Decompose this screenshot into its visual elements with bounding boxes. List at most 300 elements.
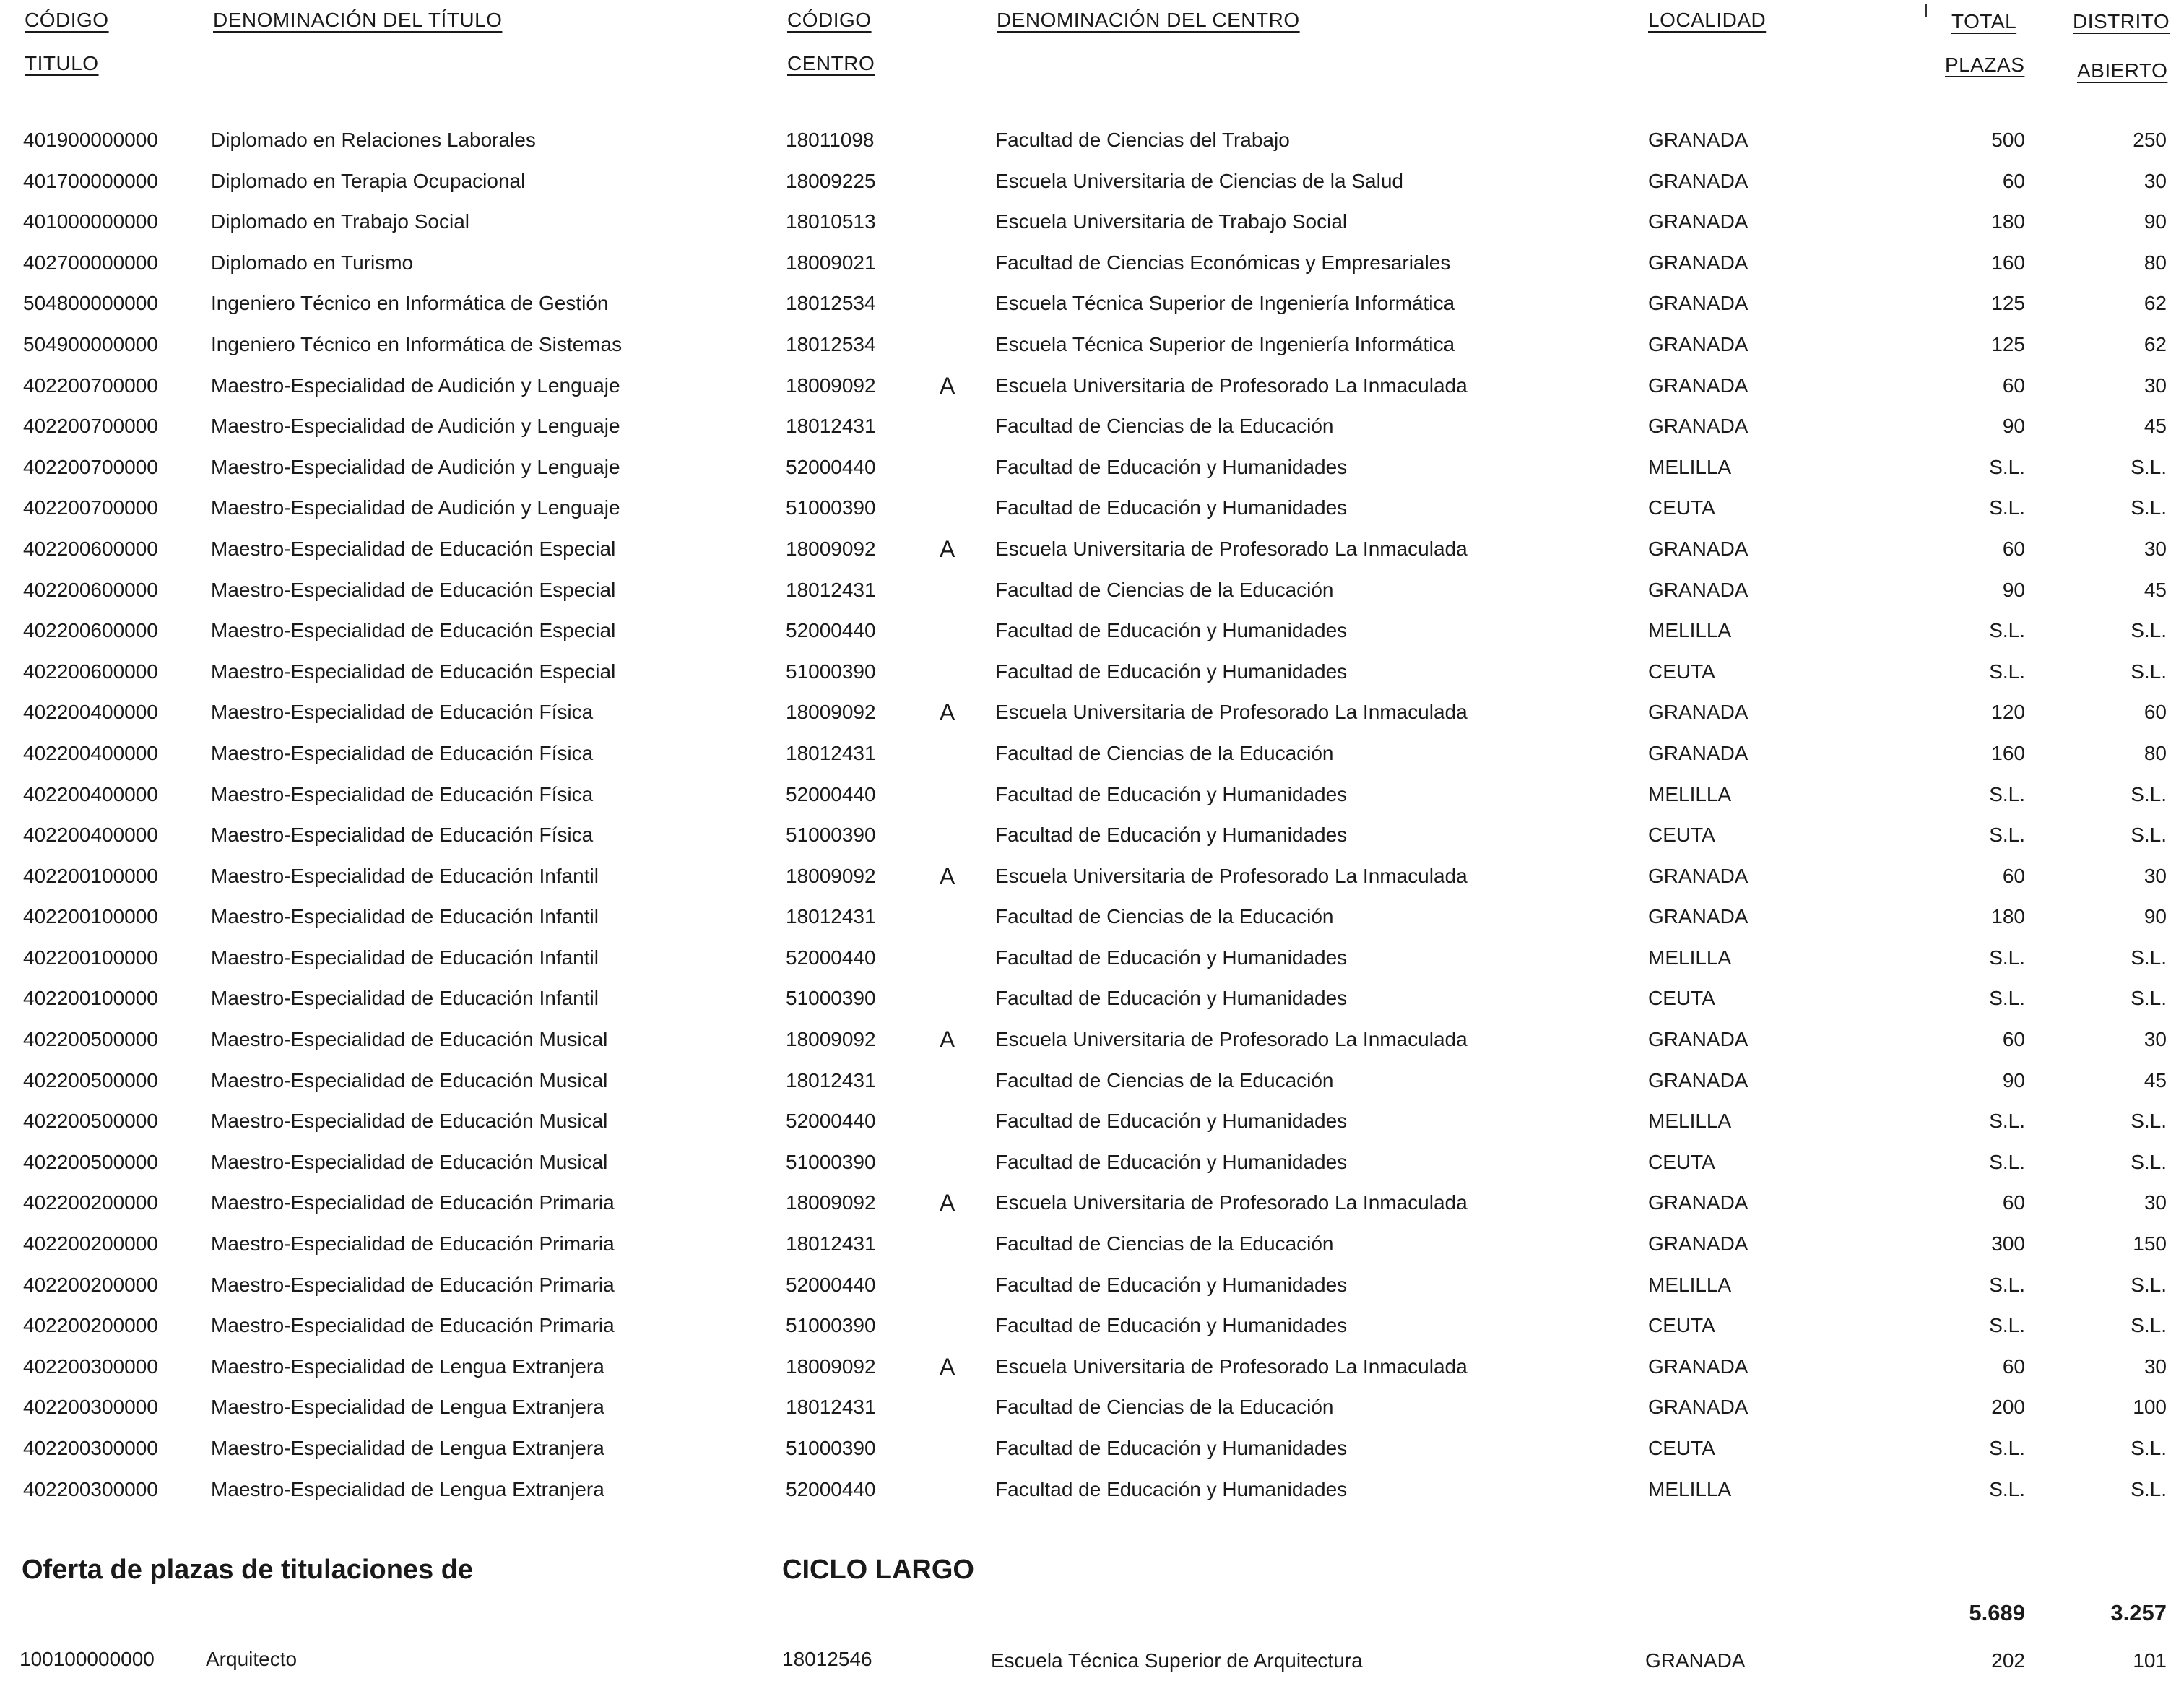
cell-localidad: MELILLA [1648, 1110, 1732, 1133]
cell-codigo-titulo: 402200300000 [23, 1396, 158, 1419]
cell-total-plazas: 90 [2002, 415, 2025, 438]
cell-total-plazas: S.L. [1989, 824, 2025, 847]
cell-distrito-abierto: S.L. [2131, 496, 2167, 519]
cell-mark: A [940, 1353, 956, 1380]
cell-codigo-titulo: 402200300000 [23, 1437, 158, 1459]
cell-codigo-centro: 51000390 [786, 1314, 876, 1337]
table-row [0, 937, 2184, 978]
cell-distrito-abierto: 60 [2144, 701, 2167, 724]
cell-codigo-titulo: 402200500000 [23, 1110, 158, 1133]
table-row [0, 896, 2184, 937]
cell-localidad: CEUTA [1648, 496, 1715, 519]
header-codigo-titulo-line2: TITULO [25, 52, 99, 74]
cell-denominacion-centro: Escuela Técnica Superior de Arquitectura [991, 1649, 1363, 1672]
cell-denominacion-titulo: Maestro-Especialidad de Lengua Extranjera [211, 1354, 604, 1378]
cell-distrito-abierto: S.L. [2131, 987, 2167, 1010]
cell-total-plazas: 90 [2002, 578, 2025, 601]
cell-distrito-abierto: 90 [2144, 905, 2167, 928]
table-row [0, 1060, 2184, 1101]
cell-codigo-titulo: 100100000000 [20, 1648, 155, 1670]
cell-total-plazas: 180 [1991, 210, 2025, 233]
cell-localidad: GRANADA [1648, 332, 1748, 355]
cell-codigo-titulo: 402200200000 [23, 1273, 158, 1296]
cell-codigo-centro: 52000440 [786, 1273, 876, 1296]
cell-codigo-titulo: 402200600000 [23, 619, 158, 642]
cell-localidad: GRANADA [1648, 1028, 1748, 1051]
cell-total-plazas: 60 [2002, 373, 2025, 397]
cell-codigo-centro: 52000440 [786, 1477, 876, 1500]
header-codigo-centro-line2: CENTRO [787, 52, 875, 74]
cell-mark: A [940, 1027, 956, 1053]
cell-localidad: MELILLA [1648, 782, 1732, 805]
cell-codigo-titulo: 402200300000 [23, 1477, 158, 1500]
table-row [0, 282, 2184, 324]
cell-denominacion-centro: Escuela Universitaria de Profesorado La Inmaculada [995, 701, 1468, 724]
header-codigo-titulo-line1: CÓDIGO [25, 9, 109, 31]
cell-denominacion-titulo: Maestro-Especialidad de Educación Física [211, 741, 594, 764]
table-row [0, 1182, 2184, 1223]
cell-codigo-centro: 18012431 [786, 905, 876, 928]
table-row [0, 1427, 2184, 1469]
cell-denominacion-centro: Facultad de Ciencias de la Educación [995, 578, 1334, 601]
cell-localidad: MELILLA [1648, 619, 1732, 642]
cell-localidad: CEUTA [1648, 1437, 1715, 1459]
cell-denominacion-centro: Facultad de Ciencias de la Educación [995, 905, 1334, 928]
cell-denominacion-titulo: Maestro-Especialidad de Educación Musical [211, 1110, 608, 1133]
cell-distrito-abierto: 30 [2144, 1354, 2167, 1378]
cell-denominacion-titulo: Maestro-Especialidad de Educación Infantil [211, 864, 599, 887]
cell-denominacion-centro: Facultad de Ciencias de la Educación [995, 1232, 1334, 1256]
cell-distrito-abierto: S.L. [2131, 946, 2167, 969]
table-row [0, 977, 2184, 1019]
cell-codigo-titulo: 402200100000 [23, 905, 158, 928]
cell-total-plazas: 60 [2002, 537, 2025, 560]
cell-total-plazas: 202 [1991, 1649, 2025, 1672]
cell-codigo-titulo: 504800000000 [23, 292, 158, 315]
cell-denominacion-titulo: Maestro-Especialidad de Audición y Lenguaje [211, 373, 620, 397]
cell-codigo-centro: 18009021 [786, 251, 876, 274]
cell-codigo-titulo: 402200100000 [23, 946, 158, 969]
cell-denominacion-titulo: Arquitecto [206, 1648, 298, 1670]
cell-localidad: GRANADA [1648, 1191, 1748, 1214]
total-distrito-sum: 3.257 [2110, 1600, 2167, 1625]
cell-codigo-centro: 52000440 [786, 619, 876, 642]
table-row [0, 814, 2184, 855]
table-row [0, 487, 2184, 528]
cell-distrito-abierto: 30 [2144, 1191, 2167, 1214]
cell-codigo-centro: 18012431 [786, 1396, 876, 1419]
table-row [0, 1223, 2184, 1264]
cell-codigo-titulo: 402200300000 [23, 1354, 158, 1378]
cell-codigo-centro: 18012534 [786, 292, 876, 315]
cell-total-plazas: S.L. [1989, 946, 2025, 969]
cell-denominacion-centro: Facultad de Educación y Humanidades [995, 496, 1348, 519]
cell-codigo-centro: 51000390 [786, 660, 876, 683]
cell-total-plazas: S.L. [1989, 1273, 2025, 1296]
cell-denominacion-titulo: Maestro-Especialidad de Audición y Lenguaje [211, 455, 620, 478]
cell-denominacion-centro: Facultad de Educación y Humanidades [995, 987, 1348, 1010]
cell-distrito-abierto: 45 [2144, 578, 2167, 601]
cell-localidad: GRANADA [1648, 1232, 1748, 1256]
table-body [0, 119, 2184, 1509]
cell-localidad: GRANADA [1648, 251, 1748, 274]
cell-total-plazas: 60 [2002, 1354, 2025, 1378]
cell-codigo-titulo: 402200400000 [23, 701, 158, 724]
cell-localidad: GRANADA [1648, 578, 1748, 601]
header-denominacion-centro: DENOMINACIÓN DEL CENTRO [997, 9, 1300, 31]
cell-distrito-abierto: S.L. [2131, 619, 2167, 642]
cell-denominacion-titulo: Maestro-Especialidad de Educación Musical [211, 1150, 608, 1173]
cell-mark: A [940, 1190, 956, 1217]
cell-localidad: CEUTA [1648, 1150, 1715, 1173]
cell-codigo-centro: 18010513 [786, 210, 876, 233]
cell-distrito-abierto: S.L. [2131, 824, 2167, 847]
table-row [0, 691, 2184, 733]
header-distrito-line2: ABIERTO [2077, 59, 2168, 82]
cell-mark: A [940, 535, 956, 562]
cell-denominacion-centro: Facultad de Educación y Humanidades [995, 1273, 1348, 1296]
cell-denominacion-centro: Facultad de Educación y Humanidades [995, 1314, 1348, 1337]
table-row [0, 119, 2184, 160]
cell-denominacion-titulo: Maestro-Especialidad de Educación Primaria [211, 1273, 615, 1296]
cell-denominacion-titulo: Maestro-Especialidad de Educación Física [211, 824, 594, 847]
cell-localidad: GRANADA [1648, 169, 1748, 192]
table-row [0, 201, 2184, 242]
cell-codigo-centro: 18009092 [786, 373, 876, 397]
cell-denominacion-titulo: Maestro-Especialidad de Educación Primaria [211, 1191, 615, 1214]
cell-denominacion-centro: Escuela Universitaria de Profesorado La Inmaculada [995, 1354, 1468, 1378]
cell-total-plazas: 500 [1991, 129, 2025, 151]
cell-distrito-abierto: 150 [2133, 1232, 2167, 1256]
cell-denominacion-centro: Facultad de Ciencias de la Educación [995, 415, 1334, 438]
cell-denominacion-centro: Facultad de Educación y Humanidades [995, 1437, 1348, 1459]
cell-distrito-abierto: 62 [2144, 332, 2167, 355]
cell-codigo-titulo: 402200200000 [23, 1191, 158, 1214]
cell-codigo-centro: 18012431 [786, 1232, 876, 1256]
table-row [0, 528, 2184, 569]
cell-codigo-titulo: 402200500000 [23, 1068, 158, 1092]
cell-total-plazas: S.L. [1989, 1314, 2025, 1337]
cell-codigo-titulo: 402200200000 [23, 1232, 158, 1256]
table-row [0, 651, 2184, 692]
cell-distrito-abierto: S.L. [2131, 1437, 2167, 1459]
section-title-right: CICLO LARGO [782, 1555, 974, 1585]
cell-denominacion-centro: Facultad de Ciencias del Trabajo [995, 129, 1290, 151]
cell-codigo-titulo: 402200400000 [23, 741, 158, 764]
section-title-left: Oferta de plazas de titulaciones de [22, 1555, 474, 1585]
header-distrito-line1: DISTRITO [2073, 10, 2170, 33]
cell-denominacion-titulo: Diplomado en Trabajo Social [211, 210, 469, 233]
cell-distrito-abierto: 101 [2133, 1649, 2167, 1672]
cell-codigo-titulo: 401700000000 [23, 169, 158, 192]
cell-codigo-centro: 52000440 [786, 782, 876, 805]
cell-distrito-abierto: 30 [2144, 537, 2167, 560]
cell-denominacion-centro: Facultad de Ciencias de la Educación [995, 1396, 1334, 1419]
cell-localidad: CEUTA [1648, 660, 1715, 683]
cell-denominacion-centro: Facultad de Educación y Humanidades [995, 455, 1348, 478]
cell-total-plazas: S.L. [1989, 1437, 2025, 1459]
table-row [0, 1346, 2184, 1387]
cell-codigo-centro: 18009092 [786, 1028, 876, 1051]
cell-localidad: CEUTA [1648, 987, 1715, 1010]
cell-codigo-centro: 52000440 [786, 1110, 876, 1133]
cell-denominacion-titulo: Maestro-Especialidad de Educación Infantil [211, 905, 599, 928]
cell-localidad: GRANADA [1648, 905, 1748, 928]
cell-codigo-centro: 18012431 [786, 741, 876, 764]
cell-total-plazas: 125 [1991, 332, 2025, 355]
cell-localidad: MELILLA [1648, 1477, 1732, 1500]
cell-localidad: CEUTA [1648, 824, 1715, 847]
cell-codigo-centro: 18012431 [786, 1068, 876, 1092]
cell-denominacion-titulo: Maestro-Especialidad de Educación Física [211, 782, 594, 805]
cell-codigo-centro: 52000440 [786, 455, 876, 478]
cell-distrito-abierto: 62 [2144, 292, 2167, 315]
cell-denominacion-centro: Escuela Universitaria de Profesorado La Inmaculada [995, 1191, 1468, 1214]
table-row-ciclo-largo [0, 1638, 2184, 1679]
cell-total-plazas: 120 [1991, 701, 2025, 724]
cell-denominacion-titulo: Ingeniero Técnico en Informática de Gestión [211, 292, 609, 315]
cell-codigo-centro: 51000390 [786, 496, 876, 519]
cell-distrito-abierto: S.L. [2131, 1477, 2167, 1500]
cell-codigo-centro: 18009092 [786, 537, 876, 560]
cell-denominacion-centro: Facultad de Educación y Humanidades [995, 660, 1348, 683]
cell-codigo-titulo: 402200500000 [23, 1150, 158, 1173]
table-row [0, 733, 2184, 774]
total-plazas-sum: 5.689 [1969, 1600, 2025, 1625]
cell-denominacion-centro: Escuela Universitaria de Profesorado La Inmaculada [995, 1028, 1468, 1051]
cell-denominacion-titulo: Diplomado en Turismo [211, 251, 414, 274]
cell-denominacion-centro: Facultad de Educación y Humanidades [995, 1110, 1348, 1133]
cell-denominacion-titulo: Maestro-Especialidad de Educación Especial [211, 619, 616, 642]
cell-codigo-centro: 51000390 [786, 987, 876, 1010]
cell-denominacion-titulo: Maestro-Especialidad de Lengua Extranjera [211, 1437, 604, 1459]
cell-denominacion-titulo: Maestro-Especialidad de Educación Primaria [211, 1314, 615, 1337]
cell-denominacion-centro: Facultad de Educación y Humanidades [995, 1477, 1348, 1500]
table-row [0, 1386, 2184, 1427]
cell-denominacion-titulo: Maestro-Especialidad de Educación Especial [211, 537, 616, 560]
table-row [0, 1305, 2184, 1346]
cell-distrito-abierto: S.L. [2131, 782, 2167, 805]
cell-localidad: GRANADA [1648, 537, 1748, 560]
cell-mark: A [940, 699, 956, 726]
cell-total-plazas: 200 [1991, 1396, 2025, 1419]
cell-denominacion-titulo: Maestro-Especialidad de Educación Musical [211, 1028, 608, 1051]
cell-denominacion-titulo: Maestro-Especialidad de Educación Especial [211, 660, 616, 683]
cell-codigo-centro: 18009092 [786, 1191, 876, 1214]
cell-codigo-centro: 18009225 [786, 169, 876, 192]
cell-denominacion-centro: Facultad de Ciencias de la Educación [995, 1068, 1334, 1092]
cell-denominacion-titulo: Diplomado en Terapia Ocupacional [211, 169, 526, 192]
cell-localidad: GRANADA [1648, 210, 1748, 233]
cell-denominacion-titulo: Maestro-Especialidad de Educación Primaria [211, 1232, 615, 1256]
header-denominacion-titulo: DENOMINACIÓN DEL TÍTULO [213, 9, 503, 31]
cell-localidad: GRANADA [1648, 1068, 1748, 1092]
cell-total-plazas: 300 [1991, 1232, 2025, 1256]
cell-localidad: GRANADA [1648, 415, 1748, 438]
cell-distrito-abierto: 100 [2133, 1396, 2167, 1419]
cell-distrito-abierto: 80 [2144, 251, 2167, 274]
cell-distrito-abierto: 30 [2144, 169, 2167, 192]
cell-codigo-centro: 18009092 [786, 701, 876, 724]
cell-localidad: CEUTA [1648, 1314, 1715, 1337]
cell-total-plazas: 60 [2002, 1028, 2025, 1051]
cell-total-plazas: S.L. [1989, 496, 2025, 519]
table-row [0, 242, 2184, 283]
cell-denominacion-titulo: Maestro-Especialidad de Educación Especial [211, 578, 616, 601]
cell-total-plazas: S.L. [1989, 1477, 2025, 1500]
table-row [0, 1100, 2184, 1141]
cell-distrito-abierto: 250 [2133, 129, 2167, 151]
cell-codigo-centro: 18009092 [786, 1354, 876, 1378]
cell-localidad: GRANADA [1648, 1354, 1748, 1378]
cell-denominacion-centro: Escuela Universitaria de Profesorado La Inmaculada [995, 373, 1468, 397]
cell-distrito-abierto: S.L. [2131, 1314, 2167, 1337]
cell-localidad: MELILLA [1648, 1273, 1732, 1296]
table-row [0, 1469, 2184, 1510]
cell-total-plazas: S.L. [1989, 455, 2025, 478]
cell-total-plazas: S.L. [1989, 1150, 2025, 1173]
cell-total-plazas: 180 [1991, 905, 2025, 928]
cell-codigo-titulo: 402200700000 [23, 373, 158, 397]
cell-total-plazas: 160 [1991, 251, 2025, 274]
table-row [0, 774, 2184, 815]
cell-localidad: GRANADA [1648, 1396, 1748, 1419]
cell-total-plazas: S.L. [1989, 782, 2025, 805]
cell-distrito-abierto: S.L. [2131, 1150, 2167, 1173]
cell-distrito-abierto: 30 [2144, 864, 2167, 887]
cell-codigo-centro: 51000390 [786, 1437, 876, 1459]
cell-denominacion-titulo: Ingeniero Técnico en Informática de Sistemas [211, 332, 623, 355]
cell-codigo-centro: 52000440 [786, 946, 876, 969]
cell-denominacion-centro: Facultad de Educación y Humanidades [995, 1150, 1348, 1173]
cell-codigo-titulo: 402200200000 [23, 1314, 158, 1337]
cell-denominacion-centro: Escuela Universitaria de Profesorado La Inmaculada [995, 864, 1468, 887]
table-row [0, 1141, 2184, 1183]
cell-codigo-centro: 18012546 [782, 1648, 872, 1670]
table-row [0, 324, 2184, 365]
table-row [0, 365, 2184, 406]
cell-codigo-centro: 18012431 [786, 415, 876, 438]
cell-distrito-abierto: S.L. [2131, 660, 2167, 683]
cell-denominacion-titulo: Maestro-Especialidad de Educación Infantil [211, 987, 599, 1010]
cell-denominacion-titulo: Maestro-Especialidad de Lengua Extranjera [211, 1396, 604, 1419]
cell-total-plazas: 60 [2002, 169, 2025, 192]
cell-localidad: GRANADA [1648, 129, 1748, 151]
cell-codigo-centro: 18012534 [786, 332, 876, 355]
cell-denominacion-centro: Escuela Técnica Superior de Ingeniería Informática [995, 332, 1455, 355]
cell-total-plazas: S.L. [1989, 660, 2025, 683]
cell-distrito-abierto: 80 [2144, 741, 2167, 764]
table-row [0, 1264, 2184, 1305]
cell-localidad: GRANADA [1645, 1649, 1746, 1672]
cell-codigo-titulo: 402200600000 [23, 537, 158, 560]
cell-distrito-abierto: S.L. [2131, 455, 2167, 478]
cell-denominacion-centro: Escuela Universitaria de Profesorado La Inmaculada [995, 537, 1468, 560]
cell-denominacion-titulo: Maestro-Especialidad de Educación Musical [211, 1068, 608, 1092]
header-codigo-centro-line1: CÓDIGO [787, 9, 872, 31]
cell-denominacion-centro: Facultad de Ciencias Económicas y Empresariales [995, 251, 1451, 274]
cell-codigo-centro: 51000390 [786, 1150, 876, 1173]
header-total-line1: TOTAL [1951, 10, 2017, 33]
cell-denominacion-titulo: Maestro-Especialidad de Lengua Extranjera [211, 1477, 604, 1500]
cell-localidad: GRANADA [1648, 741, 1748, 764]
cell-denominacion-titulo: Maestro-Especialidad de Audición y Lenguaje [211, 496, 620, 519]
cell-denominacion-titulo: Maestro-Especialidad de Educación Física [211, 701, 594, 724]
cell-distrito-abierto: 30 [2144, 1028, 2167, 1051]
header-total-line2: PLAZAS [1945, 53, 2025, 76]
cell-localidad: GRANADA [1648, 864, 1748, 887]
cell-localidad: GRANADA [1648, 373, 1748, 397]
cell-denominacion-centro: Escuela Universitaria de Ciencias de la Salud [995, 169, 1403, 192]
cell-denominacion-centro: Escuela Técnica Superior de Ingeniería Informática [995, 292, 1455, 315]
table-row [0, 855, 2184, 896]
cell-denominacion-centro: Facultad de Educación y Humanidades [995, 824, 1348, 847]
cell-codigo-titulo: 401000000000 [23, 210, 158, 233]
cell-denominacion-titulo: Diplomado en Relaciones Laborales [211, 129, 536, 151]
cell-total-plazas: 60 [2002, 864, 2025, 887]
cell-localidad: GRANADA [1648, 292, 1748, 315]
cell-total-plazas: 90 [2002, 1068, 2025, 1092]
cell-distrito-abierto: S.L. [2131, 1110, 2167, 1133]
table-row [0, 405, 2184, 446]
cell-codigo-centro: 18012431 [786, 578, 876, 601]
cell-codigo-titulo: 402200100000 [23, 987, 158, 1010]
cell-codigo-titulo: 402200400000 [23, 782, 158, 805]
table-row [0, 446, 2184, 488]
cell-distrito-abierto: 45 [2144, 1068, 2167, 1092]
cell-codigo-titulo: 402200700000 [23, 415, 158, 438]
cell-localidad: GRANADA [1648, 701, 1748, 724]
cell-distrito-abierto: 90 [2144, 210, 2167, 233]
cell-codigo-centro: 51000390 [786, 824, 876, 847]
cell-total-plazas: S.L. [1989, 619, 2025, 642]
cell-codigo-titulo: 402200100000 [23, 864, 158, 887]
cell-denominacion-titulo: Maestro-Especialidad de Audición y Lenguaje [211, 415, 620, 438]
cell-denominacion-centro: Facultad de Educación y Humanidades [995, 619, 1348, 642]
cell-denominacion-centro: Escuela Universitaria de Trabajo Social [995, 210, 1348, 233]
cell-denominacion-centro: Facultad de Ciencias de la Educación [995, 741, 1334, 764]
cell-total-plazas: S.L. [1989, 987, 2025, 1010]
cell-distrito-abierto: S.L. [2131, 1273, 2167, 1296]
cell-codigo-titulo: 402200700000 [23, 455, 158, 478]
cell-codigo-titulo: 402200700000 [23, 496, 158, 519]
cell-codigo-titulo: 402700000000 [23, 251, 158, 274]
cell-codigo-titulo: 504900000000 [23, 332, 158, 355]
table-row [0, 160, 2184, 202]
table-row [0, 610, 2184, 651]
cell-codigo-centro: 18009092 [786, 864, 876, 887]
cell-denominacion-titulo: Maestro-Especialidad de Educación Infantil [211, 946, 599, 969]
header-localidad: LOCALIDAD [1648, 9, 1767, 31]
cell-codigo-titulo: 402200600000 [23, 578, 158, 601]
cell-total-plazas: 60 [2002, 1191, 2025, 1214]
cell-mark: A [940, 863, 956, 889]
cell-total-plazas: 125 [1991, 292, 2025, 315]
cell-localidad: MELILLA [1648, 946, 1732, 969]
cell-mark: A [940, 372, 956, 399]
scan-mark [1925, 4, 1927, 17]
cell-codigo-titulo: 402200600000 [23, 660, 158, 683]
table-row [0, 1019, 2184, 1060]
cell-codigo-titulo: 401900000000 [23, 129, 158, 151]
cell-total-plazas: S.L. [1989, 1110, 2025, 1133]
table-row [0, 569, 2184, 610]
cell-localidad: MELILLA [1648, 455, 1732, 478]
cell-distrito-abierto: 30 [2144, 373, 2167, 397]
cell-codigo-titulo: 402200500000 [23, 1028, 158, 1051]
cell-codigo-titulo: 402200400000 [23, 824, 158, 847]
cell-total-plazas: 160 [1991, 741, 2025, 764]
